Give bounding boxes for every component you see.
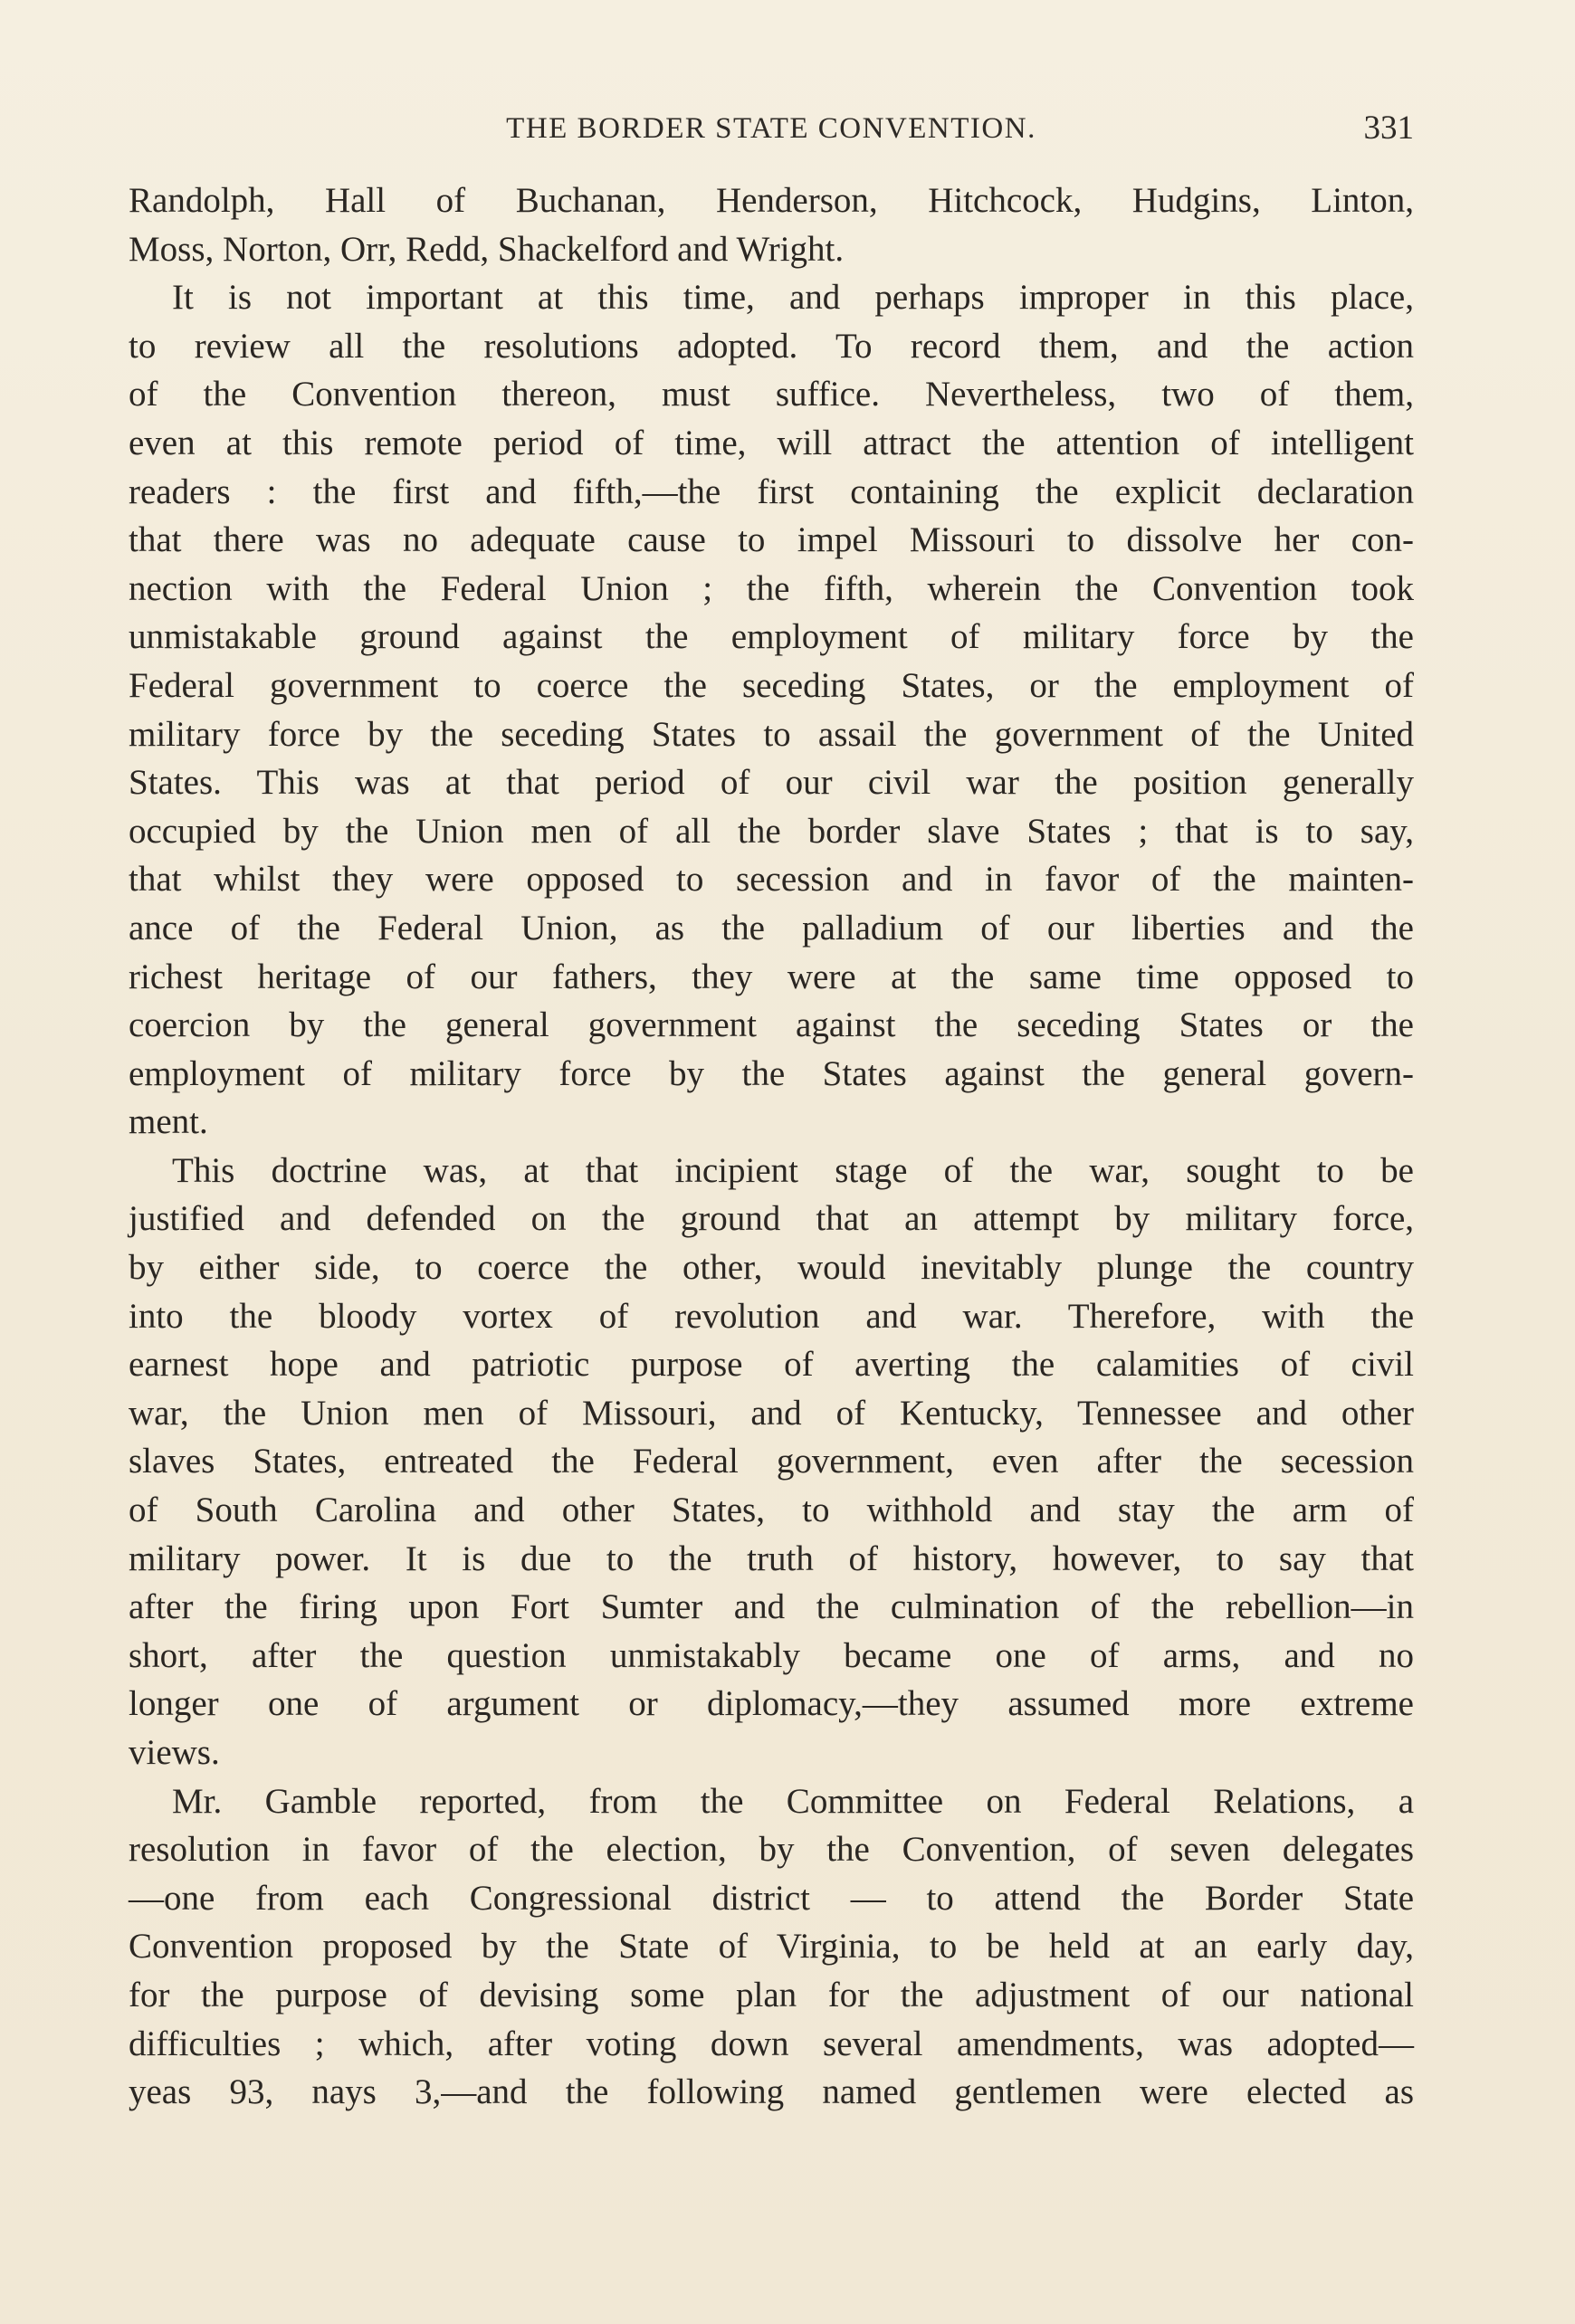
text-line: Mr. Gamble reported, from the Committee on Federal Relations, a	[172, 1781, 1414, 1821]
text-line: military force by the seceding States to assail the government of the United	[129, 714, 1414, 754]
text-line: —one from each Congressional district — to attend the Border State	[129, 1878, 1414, 1918]
text-line: justified and defended on the ground that an attempt by military force,	[129, 1199, 1414, 1239]
page-number: 331	[1363, 110, 1414, 147]
text-line: views.	[129, 1733, 220, 1772]
text-line: into the bloody vortex of revolution and war. Therefore, with the	[129, 1296, 1414, 1336]
paragraph	[129, 1147, 1414, 1777]
text-line: Federal government to coerce the seceding States, or the employment of	[129, 665, 1414, 705]
text-line: ance of the Federal Union, as the palladium of our liberties and the	[129, 908, 1414, 948]
running-title: THE BORDER STATE CONVENTION.	[506, 112, 1036, 145]
text-line: coercion by the general government against the seceding States or the	[129, 1005, 1414, 1045]
text-line: Randolph, Hall of Buchanan, Henderson, Hitchcock, Hudgins, Linton,	[129, 181, 1414, 220]
text-line: by either side, to coerce the other, would inevitably plunge the country	[129, 1248, 1414, 1288]
paragraph	[129, 1777, 1414, 2117]
text-line: of South Carolina and other States, to withhold and stay the arm of	[129, 1491, 1414, 1530]
text-line: after the firing upon Fort Sumter and the culmination of the rebellion—in	[129, 1587, 1414, 1627]
text-line: occupied by the Union men of all the border slave States ; that is to say,	[129, 811, 1414, 851]
text-line: States. This was at that period of our civil war the position generally	[129, 763, 1414, 803]
text-line: military power. It is due to the truth of history, however, to say that	[129, 1538, 1414, 1578]
paragraph	[129, 273, 1414, 1147]
text-line: to review all the resolutions adopted. To record them, and the action	[129, 326, 1414, 366]
text-line: even at this remote period of time, will attract the attention of intelligent	[129, 423, 1414, 462]
text-line: This doctrine was, at that incipient stage of the war, sought to be	[172, 1150, 1414, 1190]
text-line: nection with the Federal Union ; the fifth, wherein the Convention took	[129, 568, 1414, 608]
text-line: that whilst they were opposed to secession and in favor of the mainten-	[129, 860, 1414, 900]
text-line: unmistakable ground against the employment of military force by the	[129, 617, 1414, 657]
text-line: short, after the question unmistakably became one of arms, and no	[129, 1635, 1414, 1675]
text-line: readers : the first and fifth,—the first containing the explicit declaration	[129, 471, 1414, 511]
text-line: that there was no adequate cause to impel Missouri to dissolve her con-	[129, 520, 1414, 560]
text-line: earnest hope and patriotic purpose of averting the calamities of civil	[129, 1345, 1414, 1385]
text-line: ment.	[129, 1102, 208, 1142]
text-line: of the Convention thereon, must suffice. Nevertheless, two of them,	[129, 375, 1414, 414]
paragraph	[129, 176, 1414, 273]
running-head	[129, 101, 1414, 156]
text-line: difficulties ; which, after voting down several amendments, was adopted—	[129, 2024, 1414, 2063]
text-line: yeas 93, nays 3,—and the following named gentlemen were elected as	[129, 2072, 1414, 2112]
text-line: It is not important at this time, and perhaps improper in this place,	[172, 278, 1414, 318]
text-line: slaves States, entreated the Federal government, even after the secession	[129, 1442, 1414, 1481]
text-line: Convention proposed by the State of Virginia, to be held at an early day,	[129, 1927, 1414, 1967]
text-line: resolution in favor of the election, by the Convention, of seven delegates	[129, 1830, 1414, 1870]
text-line: employment of military force by the States against the general govern-	[129, 1053, 1414, 1093]
text-line: Moss, Norton, Orr, Redd, Shackelford and Wright.	[129, 229, 845, 269]
text-line: war, the Union men of Missouri, and of Kentucky, Tennessee and other	[129, 1393, 1414, 1433]
text-line: richest heritage of our fathers, they were at the same time opposed to	[129, 957, 1414, 996]
text-line: for the purpose of devising some plan for the adjustment of our national	[129, 1975, 1414, 2014]
text-line: longer one of argument or diplomacy,—they assumed more extreme	[129, 1684, 1414, 1724]
body-text	[129, 176, 1414, 2117]
